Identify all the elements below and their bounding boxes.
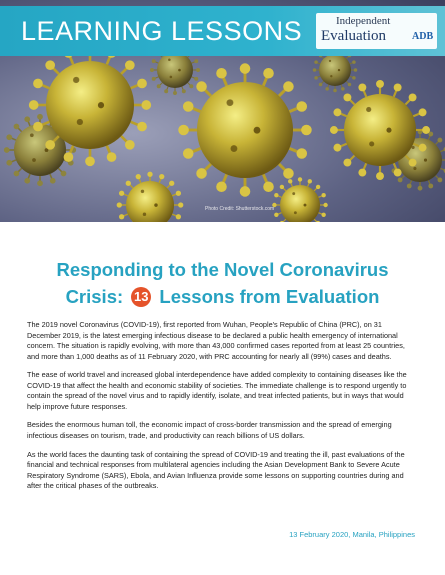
hero-image bbox=[0, 0, 445, 222]
paragraph: The 2019 novel Coronavirus (COVID-19), first reported from Wuhan, People's Republic of China (PRC), on 31 December 2019, is the latest emerging infectious disease to be declared a public health emergency of international concern. The situation is rapidly evolving, with more than 43,000 confirmed cases reported from at least 25 countries, and more than 1,000 deaths as of 11 February 2020, with PRC accounting for nearly all (99%) cases and deaths. bbox=[27, 320, 405, 361]
virus-particle bbox=[29, 44, 151, 166]
virus-particle bbox=[272, 177, 328, 222]
paragraph: Besides the enormous human toll, the economic impact of cross-border transmission and the spread of emerging infectious diseases on tourism, trade, and productivity can reach billions of US dollars. bbox=[27, 420, 392, 440]
lesson-count-badge: 13 bbox=[131, 287, 151, 307]
page-title bbox=[0, 256, 445, 310]
title-line-1: Responding to the Novel Coronavirus bbox=[56, 259, 389, 280]
dateline: 13 February 2020, Manila, Philippines bbox=[289, 530, 415, 539]
title-line-2 bbox=[0, 283, 445, 310]
logo-main-text: Evaluation bbox=[321, 28, 386, 44]
virus-particle bbox=[330, 80, 430, 180]
logo-top-text: Independent bbox=[336, 15, 391, 27]
adb-badge: ADB bbox=[412, 31, 434, 42]
title-line-2-end: Lessons from Evaluation bbox=[159, 286, 380, 307]
virus-particle bbox=[117, 172, 184, 222]
title-line-2-start: Crisis: bbox=[65, 286, 124, 307]
body-text bbox=[27, 320, 417, 500]
paragraph: The ease of world travel and increased global interdependence have added complexity to containing diseases like the COVID-19 that affect the health and economic stability of societies. The immediate challenge is to respond urgently to contain the spread of the novel virus and to rapidly identify, isolate, and treat infected patients, but in ways that would help improve future responses. bbox=[27, 370, 407, 411]
virus-particle bbox=[178, 63, 311, 196]
paragraph: As the world faces the daunting task of containing the spread of COVID-19 and treating the ill, past evaluations of the financial and technical responses from multilateral agencies including the Asian Development Bank to Severe Acute Respiratory Syndrome (SARS), Ebola, and Avian Influenza provide some lessons on supporting countries during and after the critical phases of the outbreaks. bbox=[27, 449, 405, 491]
photo-credit: Photo Credit: Shutterstock.com bbox=[205, 206, 275, 212]
series-title: LEARNING LESSONS bbox=[21, 16, 303, 46]
